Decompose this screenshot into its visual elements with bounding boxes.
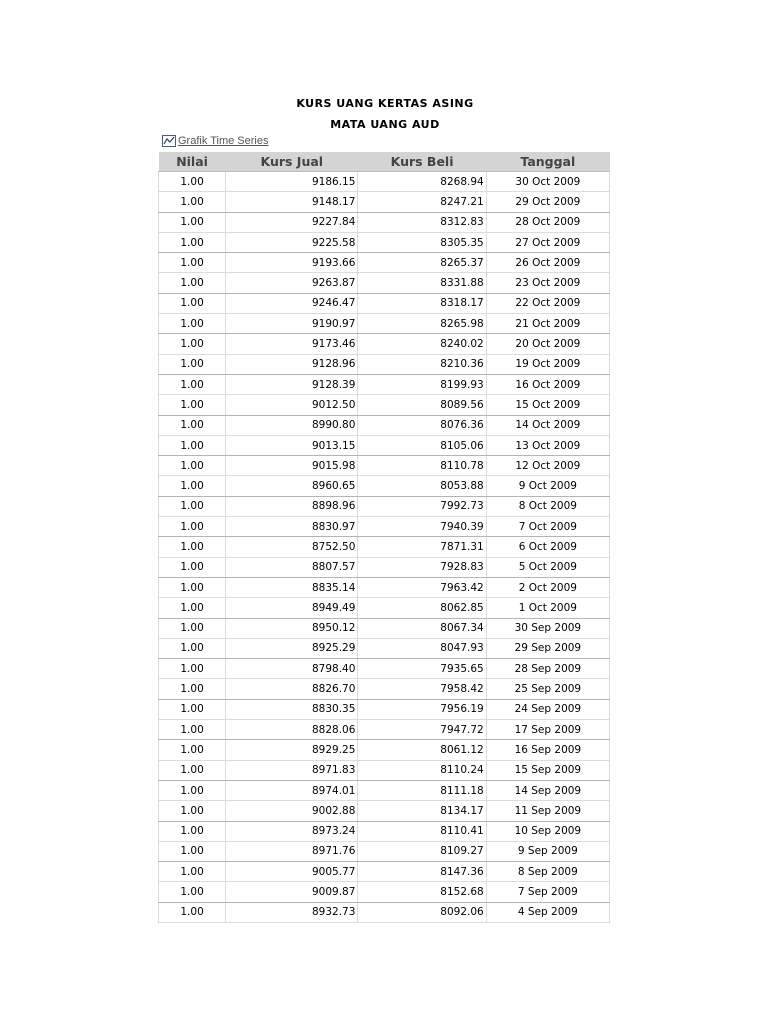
- kurs-jual-cell: 8973.24: [226, 821, 358, 841]
- table-row: [159, 334, 610, 354]
- kurs-jual-cell: 8830.97: [226, 517, 358, 537]
- table-row: [159, 172, 610, 192]
- table-row: [159, 212, 610, 232]
- tanggal-cell: 15 Oct 2009: [486, 395, 609, 415]
- kurs-beli-cell: 7928.83: [358, 557, 486, 577]
- kurs-beli-cell: 8105.06: [358, 435, 486, 455]
- table-row: [159, 415, 610, 435]
- tanggal-cell: 13 Oct 2009: [486, 435, 609, 455]
- tanggal-cell: 22 Oct 2009: [486, 293, 609, 313]
- table-row: [159, 253, 610, 273]
- tanggal-cell: 30 Oct 2009: [486, 172, 609, 192]
- header-kurs-beli: Kurs Beli: [358, 152, 486, 172]
- kurs-beli-cell: 8305.35: [358, 232, 486, 252]
- kurs-beli-cell: 8247.21: [358, 192, 486, 212]
- kurs-jual-cell: 8925.29: [226, 638, 358, 658]
- table-row: [159, 577, 610, 597]
- kurs-beli-cell: 8053.88: [358, 476, 486, 496]
- kurs-jual-cell: 9013.15: [226, 435, 358, 455]
- table-header-row: [159, 152, 610, 172]
- kurs-jual-cell: 9012.50: [226, 395, 358, 415]
- table-row: [159, 598, 610, 618]
- kurs-beli-cell: 8111.18: [358, 780, 486, 800]
- kurs-jual-cell: 9173.46: [226, 334, 358, 354]
- nilai-cell: 1.00: [159, 253, 226, 273]
- tanggal-cell: 5 Oct 2009: [486, 557, 609, 577]
- table-row: [159, 760, 610, 780]
- kurs-jual-cell: 9225.58: [226, 232, 358, 252]
- table-row: [159, 557, 610, 577]
- table-row: [159, 273, 610, 293]
- kurs-beli-cell: 8062.85: [358, 598, 486, 618]
- kurs-beli-cell: 8265.37: [358, 253, 486, 273]
- kurs-beli-cell: 8061.12: [358, 740, 486, 760]
- tanggal-cell: 14 Sep 2009: [486, 780, 609, 800]
- kurs-jual-cell: 8898.96: [226, 496, 358, 516]
- kurs-jual-cell: 8929.25: [226, 740, 358, 760]
- kurs-beli-cell: 8199.93: [358, 374, 486, 394]
- kurs-beli-cell: 7958.42: [358, 679, 486, 699]
- nilai-cell: 1.00: [159, 517, 226, 537]
- kurs-jual-cell: 9227.84: [226, 212, 358, 232]
- kurs-jual-cell: 8971.76: [226, 841, 358, 861]
- tanggal-cell: 24 Sep 2009: [486, 699, 609, 719]
- kurs-jual-cell: 8974.01: [226, 780, 358, 800]
- kurs-jual-cell: 8835.14: [226, 577, 358, 597]
- nilai-cell: 1.00: [159, 821, 226, 841]
- kurs-beli-cell: 7871.31: [358, 537, 486, 557]
- table-row: [159, 720, 610, 740]
- tanggal-cell: 28 Oct 2009: [486, 212, 609, 232]
- nilai-cell: 1.00: [159, 192, 226, 212]
- kurs-jual-cell: 8990.80: [226, 415, 358, 435]
- kurs-jual-cell: 9015.98: [226, 456, 358, 476]
- tanggal-cell: 20 Oct 2009: [486, 334, 609, 354]
- kurs-beli-cell: 8210.36: [358, 354, 486, 374]
- tanggal-cell: 8 Sep 2009: [486, 862, 609, 882]
- nilai-cell: 1.00: [159, 476, 226, 496]
- nilai-cell: 1.00: [159, 456, 226, 476]
- kurs-beli-cell: 7956.19: [358, 699, 486, 719]
- kurs-beli-cell: 8312.83: [358, 212, 486, 232]
- table-row: [159, 232, 610, 252]
- time-series-chart-link-label[interactable]: Grafik Time Series: [178, 135, 269, 147]
- table-row: [159, 618, 610, 638]
- kurs-jual-cell: 9263.87: [226, 273, 358, 293]
- tanggal-cell: 28 Sep 2009: [486, 659, 609, 679]
- nilai-cell: 1.00: [159, 314, 226, 334]
- nilai-cell: 1.00: [159, 496, 226, 516]
- table-row: [159, 699, 610, 719]
- exchange-rate-table: [158, 152, 610, 923]
- table-row: [159, 293, 610, 313]
- nilai-cell: 1.00: [159, 699, 226, 719]
- nilai-cell: 1.00: [159, 862, 226, 882]
- nilai-cell: 1.00: [159, 537, 226, 557]
- nilai-cell: 1.00: [159, 577, 226, 597]
- kurs-beli-cell: 8110.24: [358, 760, 486, 780]
- kurs-jual-cell: 9193.66: [226, 253, 358, 273]
- table-row: [159, 841, 610, 861]
- nilai-cell: 1.00: [159, 780, 226, 800]
- nilai-cell: 1.00: [159, 679, 226, 699]
- kurs-beli-cell: 8152.68: [358, 882, 486, 902]
- kurs-beli-cell: 8265.98: [358, 314, 486, 334]
- nilai-cell: 1.00: [159, 618, 226, 638]
- tanggal-cell: 23 Oct 2009: [486, 273, 609, 293]
- kurs-beli-cell: 8047.93: [358, 638, 486, 658]
- kurs-beli-cell: 8089.56: [358, 395, 486, 415]
- kurs-jual-cell: 8807.57: [226, 557, 358, 577]
- tanggal-cell: 26 Oct 2009: [486, 253, 609, 273]
- tanggal-cell: 9 Oct 2009: [486, 476, 609, 496]
- table-row: [159, 537, 610, 557]
- nilai-cell: 1.00: [159, 435, 226, 455]
- chart-icon: [162, 135, 176, 147]
- nilai-cell: 1.00: [159, 395, 226, 415]
- header-nilai: Nilai: [159, 152, 226, 172]
- table-row: [159, 456, 610, 476]
- kurs-beli-cell: 8110.41: [358, 821, 486, 841]
- tanggal-cell: 16 Oct 2009: [486, 374, 609, 394]
- tanggal-cell: 12 Oct 2009: [486, 456, 609, 476]
- tanggal-cell: 30 Sep 2009: [486, 618, 609, 638]
- tanggal-cell: 4 Sep 2009: [486, 902, 609, 922]
- tanggal-cell: 16 Sep 2009: [486, 740, 609, 760]
- nilai-cell: 1.00: [159, 902, 226, 922]
- nilai-cell: 1.00: [159, 720, 226, 740]
- kurs-beli-cell: 7947.72: [358, 720, 486, 740]
- kurs-beli-cell: 8318.17: [358, 293, 486, 313]
- kurs-jual-cell: 9009.87: [226, 882, 358, 902]
- tanggal-cell: 2 Oct 2009: [486, 577, 609, 597]
- kurs-beli-cell: 8067.34: [358, 618, 486, 638]
- tanggal-cell: 15 Sep 2009: [486, 760, 609, 780]
- tanggal-cell: 25 Sep 2009: [486, 679, 609, 699]
- tanggal-cell: 1 Oct 2009: [486, 598, 609, 618]
- table-row: [159, 476, 610, 496]
- kurs-beli-cell: 8092.06: [358, 902, 486, 922]
- kurs-jual-cell: 9246.47: [226, 293, 358, 313]
- tanggal-cell: 29 Sep 2009: [486, 638, 609, 658]
- nilai-cell: 1.00: [159, 334, 226, 354]
- table-row: [159, 517, 610, 537]
- nilai-cell: 1.00: [159, 212, 226, 232]
- nilai-cell: 1.00: [159, 273, 226, 293]
- table-row: [159, 496, 610, 516]
- nilai-cell: 1.00: [159, 638, 226, 658]
- page-title: KURS UANG KERTAS ASING: [296, 97, 474, 110]
- kurs-jual-cell: 8960.65: [226, 476, 358, 496]
- kurs-beli-cell: 8076.36: [358, 415, 486, 435]
- kurs-beli-cell: 8134.17: [358, 801, 486, 821]
- nilai-cell: 1.00: [159, 293, 226, 313]
- kurs-jual-cell: 8949.49: [226, 598, 358, 618]
- table-row: [159, 374, 610, 394]
- table-row: [159, 314, 610, 334]
- time-series-chart-link[interactable]: [162, 135, 268, 147]
- table-row: [159, 659, 610, 679]
- kurs-beli-cell: 7992.73: [358, 496, 486, 516]
- kurs-beli-cell: 8147.36: [358, 862, 486, 882]
- kurs-jual-cell: 8830.35: [226, 699, 358, 719]
- tanggal-cell: 19 Oct 2009: [486, 354, 609, 374]
- tanggal-cell: 21 Oct 2009: [486, 314, 609, 334]
- tanggal-cell: 10 Sep 2009: [486, 821, 609, 841]
- nilai-cell: 1.00: [159, 760, 226, 780]
- table-row: [159, 638, 610, 658]
- kurs-jual-cell: 8950.12: [226, 618, 358, 638]
- tanggal-cell: 9 Sep 2009: [486, 841, 609, 861]
- nilai-cell: 1.00: [159, 882, 226, 902]
- tanggal-cell: 29 Oct 2009: [486, 192, 609, 212]
- kurs-beli-cell: 8268.94: [358, 172, 486, 192]
- nilai-cell: 1.00: [159, 740, 226, 760]
- kurs-jual-cell: 9190.97: [226, 314, 358, 334]
- kurs-jual-cell: 9186.15: [226, 172, 358, 192]
- table-row: [159, 780, 610, 800]
- table-row: [159, 882, 610, 902]
- kurs-jual-cell: 8971.83: [226, 760, 358, 780]
- table-row: [159, 862, 610, 882]
- table-row: [159, 192, 610, 212]
- page-subtitle: MATA UANG AUD: [330, 118, 440, 131]
- kurs-jual-cell: 9002.88: [226, 801, 358, 821]
- table-row: [159, 801, 610, 821]
- nilai-cell: 1.00: [159, 374, 226, 394]
- kurs-jual-cell: 9128.39: [226, 374, 358, 394]
- nilai-cell: 1.00: [159, 172, 226, 192]
- table-row: [159, 354, 610, 374]
- table-row: [159, 821, 610, 841]
- tanggal-cell: 7 Sep 2009: [486, 882, 609, 902]
- kurs-jual-cell: 8826.70: [226, 679, 358, 699]
- nilai-cell: 1.00: [159, 598, 226, 618]
- nilai-cell: 1.00: [159, 659, 226, 679]
- tanggal-cell: 11 Sep 2009: [486, 801, 609, 821]
- tanggal-cell: 27 Oct 2009: [486, 232, 609, 252]
- nilai-cell: 1.00: [159, 354, 226, 374]
- kurs-beli-cell: 7935.65: [358, 659, 486, 679]
- kurs-beli-cell: 8109.27: [358, 841, 486, 861]
- tanggal-cell: 6 Oct 2009: [486, 537, 609, 557]
- kurs-jual-cell: 9005.77: [226, 862, 358, 882]
- kurs-jual-cell: 8798.40: [226, 659, 358, 679]
- kurs-jual-cell: 9128.96: [226, 354, 358, 374]
- table-row: [159, 395, 610, 415]
- kurs-jual-cell: 8932.73: [226, 902, 358, 922]
- kurs-jual-cell: 8828.06: [226, 720, 358, 740]
- kurs-beli-cell: 7963.42: [358, 577, 486, 597]
- nilai-cell: 1.00: [159, 841, 226, 861]
- kurs-jual-cell: 8752.50: [226, 537, 358, 557]
- table-row: [159, 435, 610, 455]
- tanggal-cell: 17 Sep 2009: [486, 720, 609, 740]
- header-kurs-jual: Kurs Jual: [226, 152, 358, 172]
- kurs-beli-cell: 8240.02: [358, 334, 486, 354]
- table-row: [159, 679, 610, 699]
- tanggal-cell: 8 Oct 2009: [486, 496, 609, 516]
- kurs-jual-cell: 9148.17: [226, 192, 358, 212]
- nilai-cell: 1.00: [159, 801, 226, 821]
- table-row: [159, 902, 610, 922]
- kurs-beli-cell: 8331.88: [358, 273, 486, 293]
- kurs-beli-cell: 8110.78: [358, 456, 486, 476]
- header-tanggal: Tanggal: [486, 152, 609, 172]
- table-row: [159, 740, 610, 760]
- kurs-beli-cell: 7940.39: [358, 517, 486, 537]
- nilai-cell: 1.00: [159, 232, 226, 252]
- nilai-cell: 1.00: [159, 415, 226, 435]
- nilai-cell: 1.00: [159, 557, 226, 577]
- tanggal-cell: 14 Oct 2009: [486, 415, 609, 435]
- tanggal-cell: 7 Oct 2009: [486, 517, 609, 537]
